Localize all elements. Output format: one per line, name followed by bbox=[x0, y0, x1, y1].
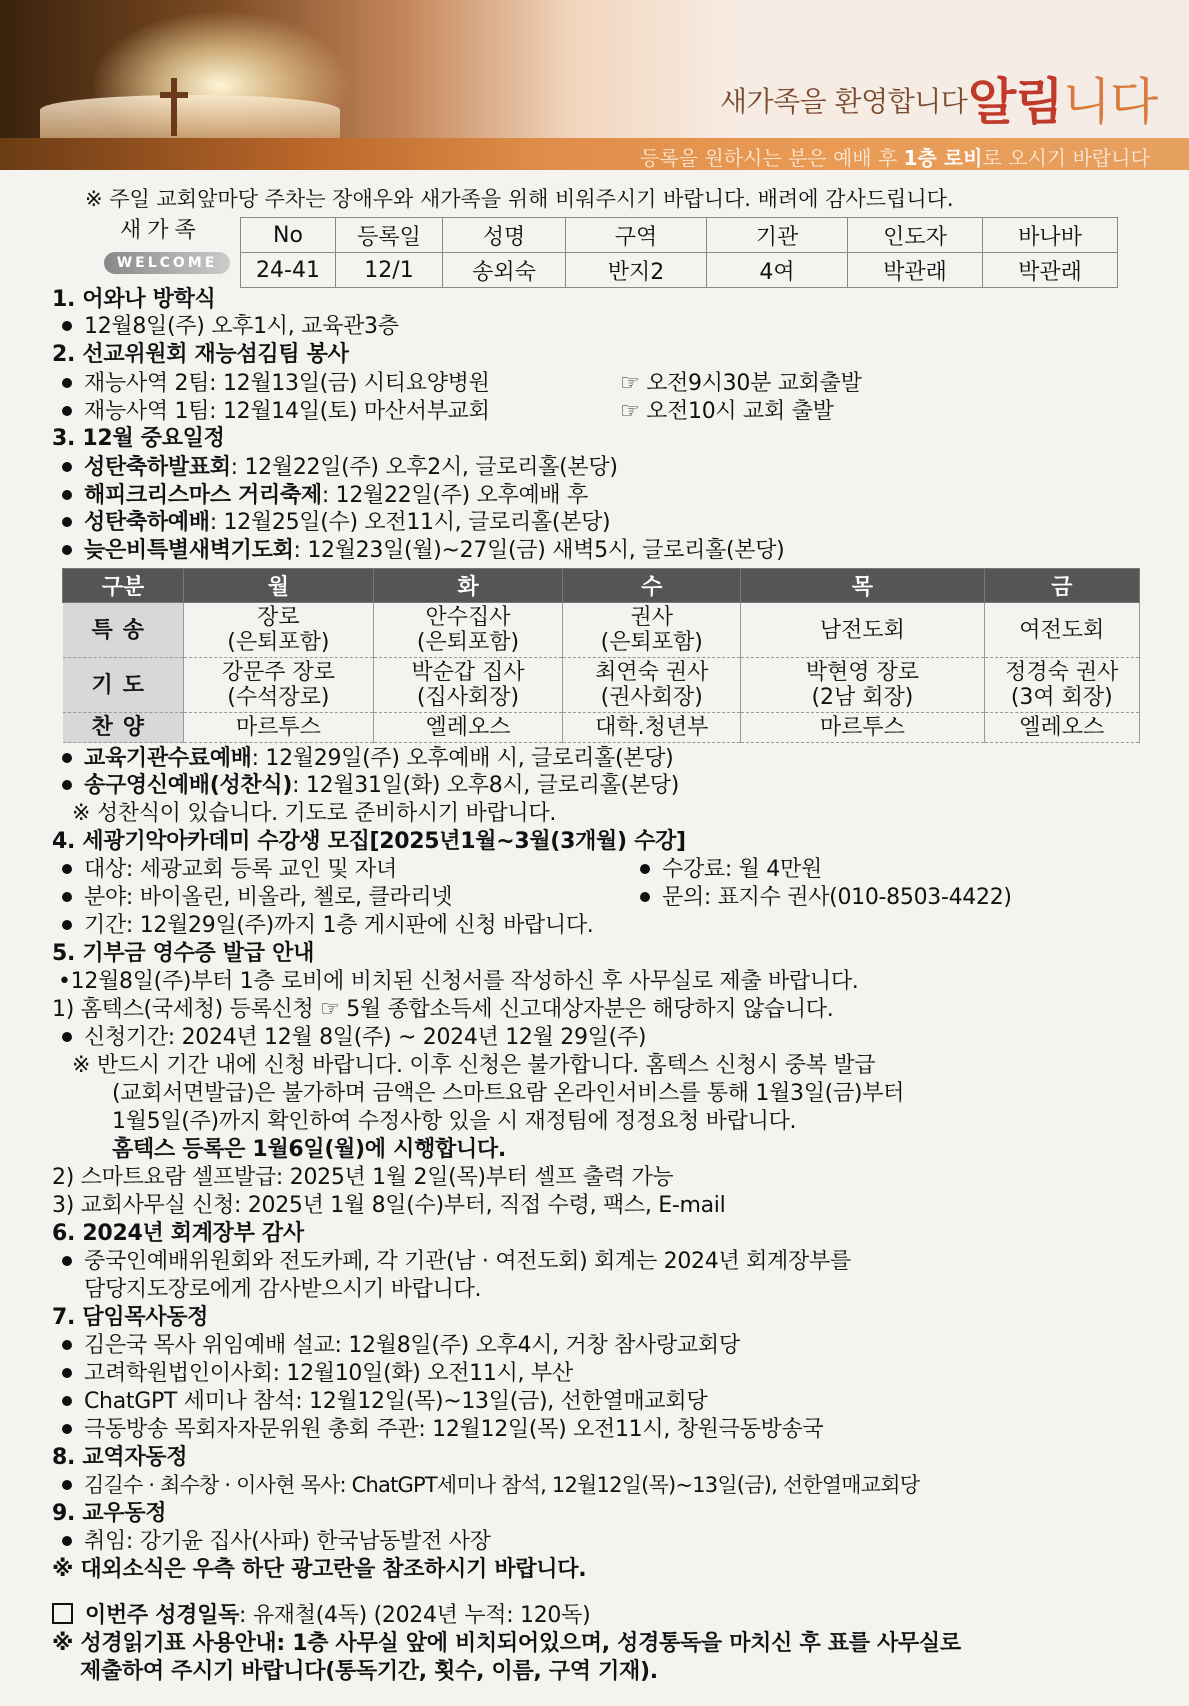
sacrament-note: ※ 성찬식이 있습니다. 기도로 준비하시기 바랍니다. bbox=[72, 801, 557, 826]
section-title: 7. 담임목사동정 bbox=[52, 1305, 209, 1330]
paragraph-line: 1월5일(주)까지 확인하여 수정사항 있을 시 재정팀에 정정요청 바랍니다. bbox=[112, 1109, 797, 1134]
paragraph-line: 담당지도장로에게 감사받으시기 바랍니다. bbox=[84, 1277, 482, 1302]
table-cell: 송외숙 bbox=[443, 253, 566, 288]
table-header: 화 bbox=[373, 569, 563, 603]
paragraph-line: 3) 교회사무실 신청: 2025년 1월 8일(수)부터, 직접 수령, 팩스, E-mail bbox=[52, 1193, 726, 1218]
paragraph-line: ※ 반드시 기간 내에 신청 바랍니다. 이후 신청은 불가합니다. 홈텍스 신청시 중복 발급 bbox=[72, 1053, 876, 1078]
table-cell: 정경숙 권사 (3여 회장) bbox=[984, 658, 1139, 713]
table-cell: 장로 (은퇴포함) bbox=[184, 603, 374, 658]
bullet-icon bbox=[62, 378, 72, 388]
table-cell: 남전도회 bbox=[741, 603, 984, 658]
bullet-icon bbox=[62, 490, 72, 500]
table-header: 수 bbox=[563, 569, 741, 603]
list-item: 성탄축하예배: 12월25일(수) 오전11시, 글로리홀(본당) bbox=[62, 509, 610, 536]
list-item: 기간: 12월29일(주)까지 1층 게시판에 신청 바랍니다. bbox=[62, 912, 593, 939]
row-label: 찬양 bbox=[63, 713, 184, 743]
table-row bbox=[241, 218, 1118, 253]
table-cell: 등록일 bbox=[336, 218, 443, 253]
table-row bbox=[63, 658, 1140, 713]
row-label: 특송 bbox=[63, 603, 184, 658]
paragraph-line: 1) 홈텍스(국세청) 등록신청 ☞ 5월 종합소득세 신고대상자분은 해당하지 않습니다. bbox=[52, 997, 834, 1022]
newcomer-table bbox=[240, 217, 1118, 288]
table-cell: 구역 bbox=[566, 218, 707, 253]
list-item-note: ☞ 오전9시30분 교회출발 bbox=[620, 371, 862, 396]
section-title: 3. 12월 중요일정 bbox=[52, 426, 225, 451]
list-item: 송구영신예배(성찬식): 12월31일(화) 오후8시, 글로리홀(본당) bbox=[62, 772, 679, 799]
table-cell: 바나바 bbox=[983, 218, 1118, 253]
list-item-note: ☞ 오전10시 교회 출발 bbox=[620, 399, 834, 424]
parking-note: ※ 주일 교회앞마당 주차는 장애우와 새가족을 위해 비워주시기 바랍니다. 배려에 감사드립니다. bbox=[85, 187, 954, 211]
list-item: 신청기간: 2024년 12월 8일(주) ~ 2024년 12월 29일(주) bbox=[62, 1024, 646, 1051]
bullet-icon bbox=[640, 864, 650, 874]
section-title: 2. 선교위원회 재능섬김팀 봉사 bbox=[52, 342, 349, 367]
table-cell: 인도자 bbox=[848, 218, 983, 253]
early-prayer-schedule-table bbox=[62, 568, 1140, 743]
register-guide: 등록을 원하시는 분은 예배 후 1층 로비로 오시기 바랍니다 bbox=[640, 146, 1150, 170]
paragraph-line: •12월8일(주)부터 1층 로비에 비치된 신청서를 작성하신 후 사무실로 제출 바랍니다. bbox=[58, 969, 859, 994]
bullet-icon bbox=[640, 892, 650, 902]
list-item: ChatGPT 세미나 참석: 12월12일(목)~13일(금), 선한열매교회당 bbox=[62, 1388, 707, 1415]
paragraph-line: 2) 스마트요람 셀프발급: 2025년 1월 2일(목)부터 셀프 출력 가능 bbox=[52, 1165, 674, 1190]
bullet-icon bbox=[62, 753, 72, 763]
list-item: 분야: 바이올린, 비올라, 첼로, 클라리넷 bbox=[62, 884, 452, 911]
table-cell: 박순갑 집사 (집사회장) bbox=[373, 658, 563, 713]
list-item: 늦은비특별새벽기도회: 12월23일(월)~27일(금) 새벽5시, 글로리홀(본당) bbox=[62, 537, 784, 564]
bullet-icon bbox=[62, 864, 72, 874]
outside-news-note: ※ 대외소식은 우측 하단 광고란을 참조하시기 바랍니다. bbox=[52, 1557, 587, 1582]
bible-reading: 이번주 성경일독: 유재철(4독) (2024년 누적: 120독) bbox=[52, 1602, 590, 1629]
list-item: 재능사역 2팀: 12월13일(금) 시티요양병원 bbox=[62, 370, 490, 397]
table-header: 금 bbox=[984, 569, 1139, 603]
bullet-icon bbox=[62, 462, 72, 472]
row-label: 기도 bbox=[63, 658, 184, 713]
list-item: 해피크리스마스 거리축제: 12월22일(주) 오후예배 후 bbox=[62, 482, 588, 509]
list-item: 문의: 표지수 권사(010-8503-4422) bbox=[640, 884, 1012, 911]
table-cell: 대학.청년부 bbox=[563, 713, 741, 743]
list-item: 중국인예배위원회와 전도카페, 각 기관(남 · 여전도회) 회계는 2024년 회계장부를 bbox=[62, 1248, 851, 1275]
table-cell: 엘레오스 bbox=[984, 713, 1139, 743]
table-cell: 박관래 bbox=[848, 253, 983, 288]
list-item: 고려학원법인이사회: 12월10일(화) 오전11시, 부산 bbox=[62, 1360, 573, 1387]
section-title: 4. 세광기악아카데미 수강생 모집[2025년1월~3월(3개월) 수강] bbox=[52, 829, 686, 854]
paragraph-line: (교회서면발급)은 불가하며 금액은 스마트요람 온라인서비스를 통해 1월3일(금)부터 bbox=[112, 1081, 905, 1106]
welcome-text: 새가족을 환영합니다 bbox=[720, 85, 968, 118]
list-item: 교육기관수료예배: 12월29일(주) 오후예배 시, 글로리홀(본당) bbox=[62, 745, 673, 772]
list-item: 극동방송 목회자자문위원 총회 주관: 12월12일(목) 오전11시, 창원극동방송국 bbox=[62, 1416, 823, 1443]
bullet-icon bbox=[62, 1424, 72, 1434]
list-item: 대상: 세광교회 등록 교인 및 자녀 bbox=[62, 856, 397, 883]
list-item: 수강료: 월 4만원 bbox=[640, 856, 822, 883]
checkbox-icon bbox=[52, 1603, 73, 1624]
section-title: 9. 교우동정 bbox=[52, 1501, 167, 1526]
bullet-icon bbox=[62, 517, 72, 527]
list-item: 12월8일(주) 오후1시, 교육관3층 bbox=[62, 313, 399, 340]
table-cell: 안수집사 (은퇴포함) bbox=[373, 603, 563, 658]
table-cell: 24-41 bbox=[241, 253, 336, 288]
table-cell: 박현영 장로 (2남 회장) bbox=[741, 658, 984, 713]
table-cell: 기관 bbox=[707, 218, 848, 253]
header-banner bbox=[0, 0, 1189, 170]
bullet-icon bbox=[62, 1396, 72, 1406]
section-title: 5. 기부금 영수증 발급 안내 bbox=[52, 941, 315, 966]
bullet-icon bbox=[62, 1536, 72, 1546]
table-cell: 12/1 bbox=[336, 253, 443, 288]
list-item: 취임: 강기윤 집사(사파) 한국남동발전 사장 bbox=[62, 1528, 491, 1555]
table-cell: 박관래 bbox=[983, 253, 1118, 288]
table-cell: 강문주 장로 (수석장로) bbox=[184, 658, 374, 713]
bullet-icon bbox=[62, 1340, 72, 1350]
table-row bbox=[241, 253, 1118, 288]
notice-title: 알림니다 bbox=[968, 73, 1158, 131]
newcomer-label: 새가족 bbox=[120, 218, 202, 243]
bullet-icon bbox=[62, 406, 72, 416]
section-title: 8. 교역자동정 bbox=[52, 1445, 188, 1470]
cross-icon bbox=[160, 78, 188, 136]
table-cell: 여전도회 bbox=[984, 603, 1139, 658]
bullet-icon bbox=[62, 1480, 72, 1490]
section-title: 6. 2024년 회계장부 감사 bbox=[52, 1221, 304, 1246]
table-cell: 엘레오스 bbox=[373, 713, 563, 743]
section-title: 1. 어와나 방학식 bbox=[52, 287, 216, 312]
bullet-icon bbox=[62, 1368, 72, 1378]
table-header: 구분 bbox=[63, 569, 184, 603]
list-item: 성탄축하발표회: 12월22일(주) 오후2시, 글로리홀(본당) bbox=[62, 454, 618, 481]
table-cell: No bbox=[241, 218, 336, 253]
bullet-icon bbox=[62, 1256, 72, 1266]
bullet-icon bbox=[62, 1032, 72, 1042]
table-cell: 반지2 bbox=[566, 253, 707, 288]
table-cell: 4여 bbox=[707, 253, 848, 288]
table-header: 월 bbox=[184, 569, 374, 603]
table-cell: 최연숙 권사 (권사회장) bbox=[563, 658, 741, 713]
table-cell: 성명 bbox=[443, 218, 566, 253]
bullet-icon bbox=[62, 892, 72, 902]
homtax-notice: 홈텍스 등록은 1월6일(월)에 시행합니다. bbox=[112, 1137, 506, 1162]
table-cell: 마르투스 bbox=[184, 713, 374, 743]
bullet-icon bbox=[62, 321, 72, 331]
bible-guide-line: ※ 성경읽기표 사용안내: 1층 사무실 앞에 비치되어있으며, 성경통독을 마치신 후 표를 사무실로 bbox=[52, 1631, 961, 1656]
list-item: 재능사역 1팀: 12월14일(토) 마산서부교회 bbox=[62, 398, 490, 425]
welcome-badge: WELCOME bbox=[104, 252, 230, 274]
list-item: 김은국 목사 위임예배 설교: 12월8일(주) 오후4시, 거창 참사랑교회당 bbox=[62, 1332, 740, 1359]
table-row bbox=[63, 603, 1140, 658]
list-item: 김길수 · 최수창 · 이사현 목사: ChatGPT세미나 참석, 12월12일(목)~13일(금), 선한열매교회당 bbox=[62, 1472, 919, 1499]
table-header: 목 bbox=[741, 569, 984, 603]
bullet-icon bbox=[62, 545, 72, 555]
table-cell: 권사 (은퇴포함) bbox=[563, 603, 741, 658]
bullet-icon bbox=[62, 920, 72, 930]
table-cell: 마르투스 bbox=[741, 713, 984, 743]
table-row bbox=[63, 713, 1140, 743]
bullet-icon bbox=[62, 780, 72, 790]
table-header-row bbox=[63, 569, 1140, 603]
bible-guide-line: 제출하여 주시기 바랍니다(통독기간, 횟수, 이름, 구역 기재). bbox=[80, 1659, 658, 1684]
